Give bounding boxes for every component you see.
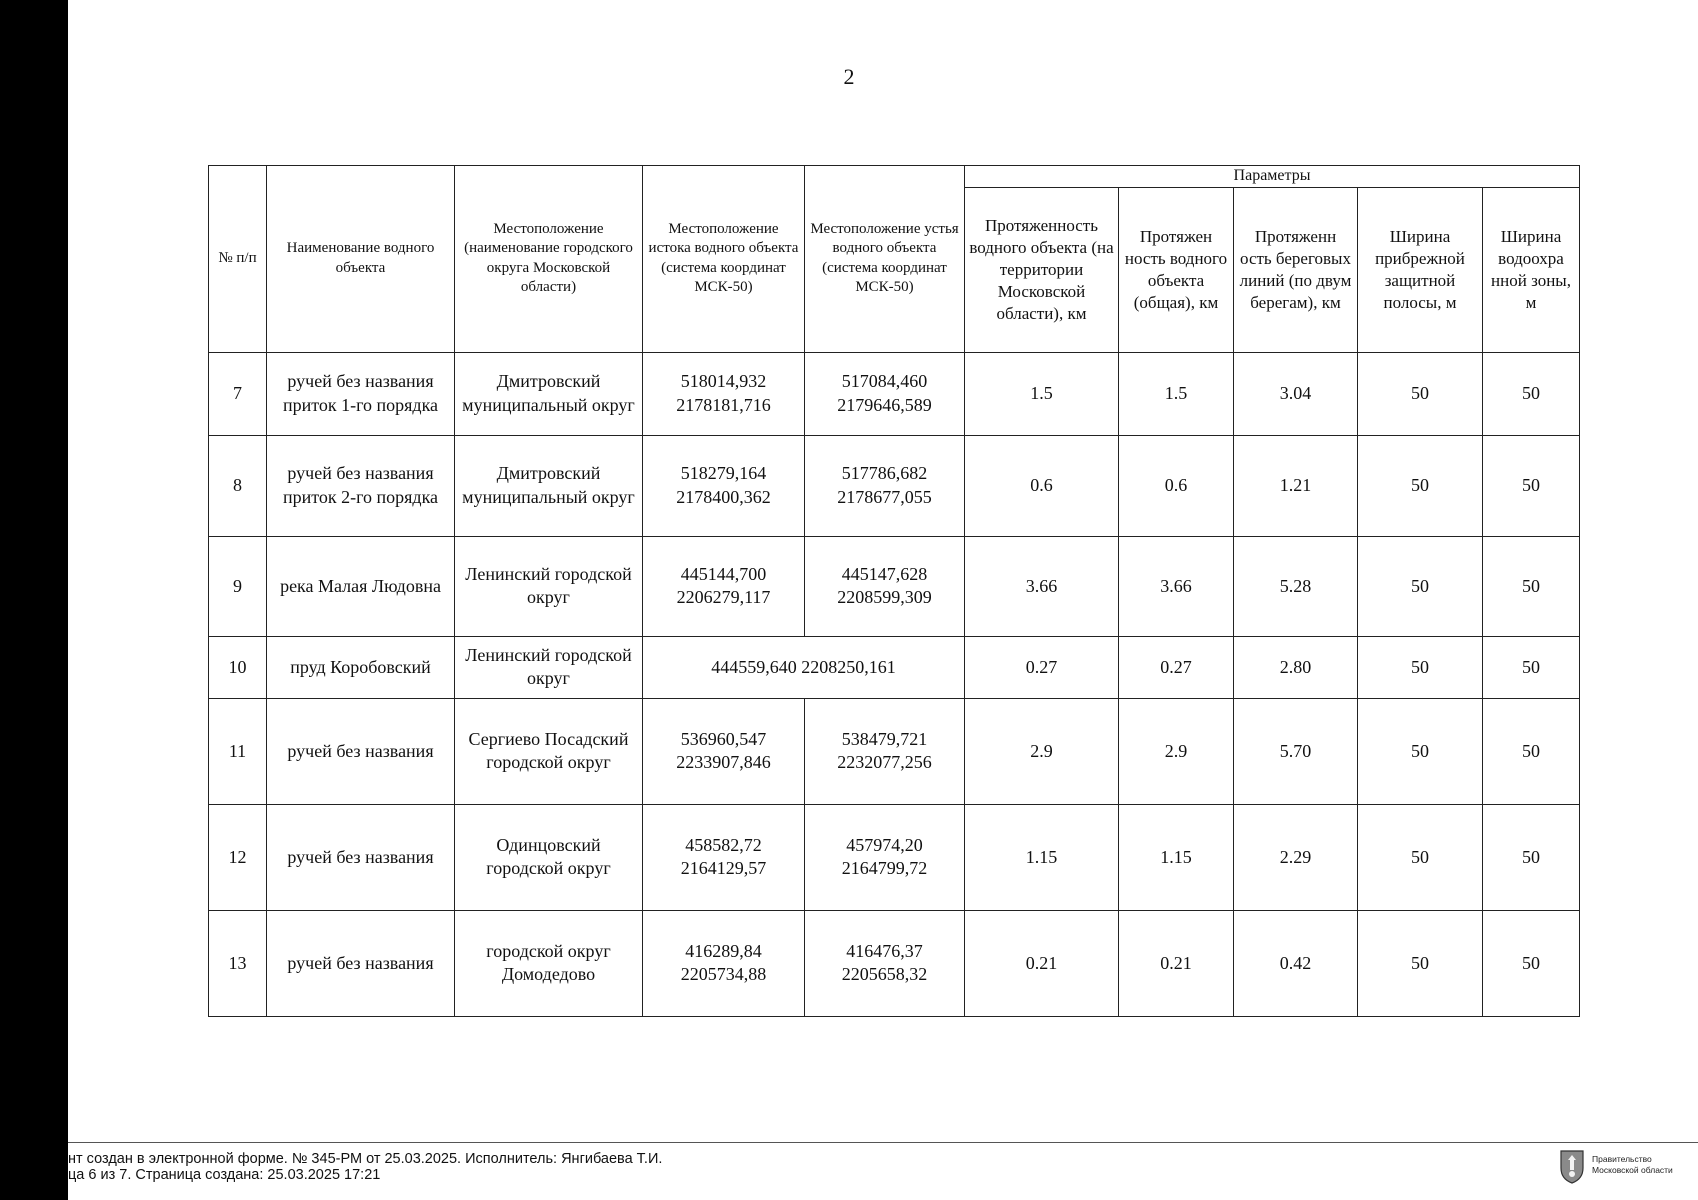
row-strip: 50 (1358, 910, 1483, 1016)
row-length-mo: 3.66 (965, 536, 1119, 636)
row-num: 13 (209, 910, 267, 1016)
row-length-mo: 0.6 (965, 435, 1119, 536)
page-number: 2 (843, 64, 855, 89)
row-location: Одинцовский городской округ (455, 804, 643, 910)
row-mouth: 457974,20 2164799,72 (805, 804, 965, 910)
row-zone: 50 (1483, 352, 1580, 435)
row-num: 10 (209, 636, 267, 698)
row-zone: 50 (1483, 536, 1580, 636)
row-length-total: 3.66 (1119, 536, 1234, 636)
row-source: 536960,547 2233907,846 (643, 698, 805, 804)
row-length-mo: 0.27 (965, 636, 1119, 698)
row-zone: 50 (1483, 636, 1580, 698)
table-row (209, 536, 1580, 636)
header-length-mo: Протяженность водного объекта (на территории Московской области), км (965, 187, 1119, 352)
table-row (209, 698, 1580, 804)
header-source: Местоположение истока водного объекта (система координат МСК-50) (643, 166, 805, 353)
scan-black-border (0, 0, 68, 1200)
row-source: 416289,84 2205734,88 (643, 910, 805, 1016)
header-protection-zone: Ширина водоохра нной зоны, м (1483, 187, 1580, 352)
row-length-mo: 1.5 (965, 352, 1119, 435)
gov-label (1592, 1154, 1673, 1176)
table-row (209, 435, 1580, 536)
row-length-mo: 1.15 (965, 804, 1119, 910)
row-mouth: 517786,682 2178677,055 (805, 435, 965, 536)
row-source: 518014,932 2178181,716 (643, 352, 805, 435)
table-row (209, 804, 1580, 910)
header-banks: Протяженн ость береговых линий (по двум берегам), км (1234, 187, 1358, 352)
row-strip: 50 (1358, 435, 1483, 536)
row-mouth: 416476,37 2205658,32 (805, 910, 965, 1016)
row-source: 518279,164 2178400,362 (643, 435, 805, 536)
row-name: ручей без названия приток 2-го порядка (267, 435, 455, 536)
row-name: ручей без названия приток 1-го порядка (267, 352, 455, 435)
water-objects-table (208, 165, 1580, 1017)
row-location: Дмитровский муниципальный округ (455, 435, 643, 536)
row-length-total: 2.9 (1119, 698, 1234, 804)
gov-label-line-1: Правительство (1592, 1154, 1652, 1164)
row-strip: 50 (1358, 698, 1483, 804)
row-num: 11 (209, 698, 267, 804)
row-num: 7 (209, 352, 267, 435)
row-strip: 50 (1358, 636, 1483, 698)
row-length-total: 0.21 (1119, 910, 1234, 1016)
row-name: ручей без названия (267, 804, 455, 910)
row-length-total: 0.6 (1119, 435, 1234, 536)
header-coastal-strip: Ширина прибрежной защитной полосы, м (1358, 187, 1483, 352)
row-num: 9 (209, 536, 267, 636)
row-strip: 50 (1358, 536, 1483, 636)
footer-line-1: нт создан в электронной форме. № 345-РМ от 25.03.2025. Исполнитель: Янгибаева Т.И. (68, 1151, 663, 1167)
row-length-total: 1.15 (1119, 804, 1234, 910)
row-banks: 5.28 (1234, 536, 1358, 636)
row-coords-merged: 444559,640 2208250,161 (643, 636, 965, 698)
row-name: ручей без названия (267, 910, 455, 1016)
gov-label-line-2: Московской области (1592, 1165, 1673, 1175)
row-zone: 50 (1483, 435, 1580, 536)
header-num: № п/п (209, 166, 267, 353)
row-location: городской округ Домодедово (455, 910, 643, 1016)
row-location: Ленинский городской округ (455, 636, 643, 698)
row-strip: 50 (1358, 804, 1483, 910)
row-length-total: 0.27 (1119, 636, 1234, 698)
row-zone: 50 (1483, 698, 1580, 804)
row-banks: 1.21 (1234, 435, 1358, 536)
row-num: 12 (209, 804, 267, 910)
header-mouth: Местоположение устья водного объекта (система координат МСК-50) (805, 166, 965, 353)
row-banks: 3.04 (1234, 352, 1358, 435)
header-params-group: Параметры (965, 166, 1580, 188)
row-zone: 50 (1483, 804, 1580, 910)
row-source: 458582,72 2164129,57 (643, 804, 805, 910)
row-strip: 50 (1358, 352, 1483, 435)
table-row (209, 352, 1580, 435)
row-location: Дмитровский муниципальный округ (455, 352, 643, 435)
row-name: река Малая Людовна (267, 536, 455, 636)
row-location: Сергиево Посадский городской округ (455, 698, 643, 804)
row-mouth: 538479,721 2232077,256 (805, 698, 965, 804)
row-location: Ленинский городской округ (455, 536, 643, 636)
row-name: пруд Коробовский (267, 636, 455, 698)
footer-line-2: ца 6 из 7. Страница создана: 25.03.2025 17:21 (68, 1167, 381, 1183)
table-row (209, 910, 1580, 1016)
row-length-total: 1.5 (1119, 352, 1234, 435)
row-num: 8 (209, 435, 267, 536)
table-row (209, 636, 1580, 698)
header-location: Местоположение (наименование городского округа Московской области) (455, 166, 643, 353)
coat-of-arms-icon (1558, 1148, 1586, 1184)
header-name: Наименование водного объекта (267, 166, 455, 353)
row-banks: 0.42 (1234, 910, 1358, 1016)
row-mouth: 445147,628 2208599,309 (805, 536, 965, 636)
row-source: 445144,700 2206279,117 (643, 536, 805, 636)
row-length-mo: 2.9 (965, 698, 1119, 804)
row-name: ручей без названия (267, 698, 455, 804)
row-zone: 50 (1483, 910, 1580, 1016)
row-banks: 2.80 (1234, 636, 1358, 698)
row-mouth: 517084,460 2179646,589 (805, 352, 965, 435)
footer-divider (68, 1142, 1698, 1143)
row-banks: 2.29 (1234, 804, 1358, 910)
row-banks: 5.70 (1234, 698, 1358, 804)
row-length-mo: 0.21 (965, 910, 1119, 1016)
header-length-total: Протяжен ность водного объекта (общая), км (1119, 187, 1234, 352)
